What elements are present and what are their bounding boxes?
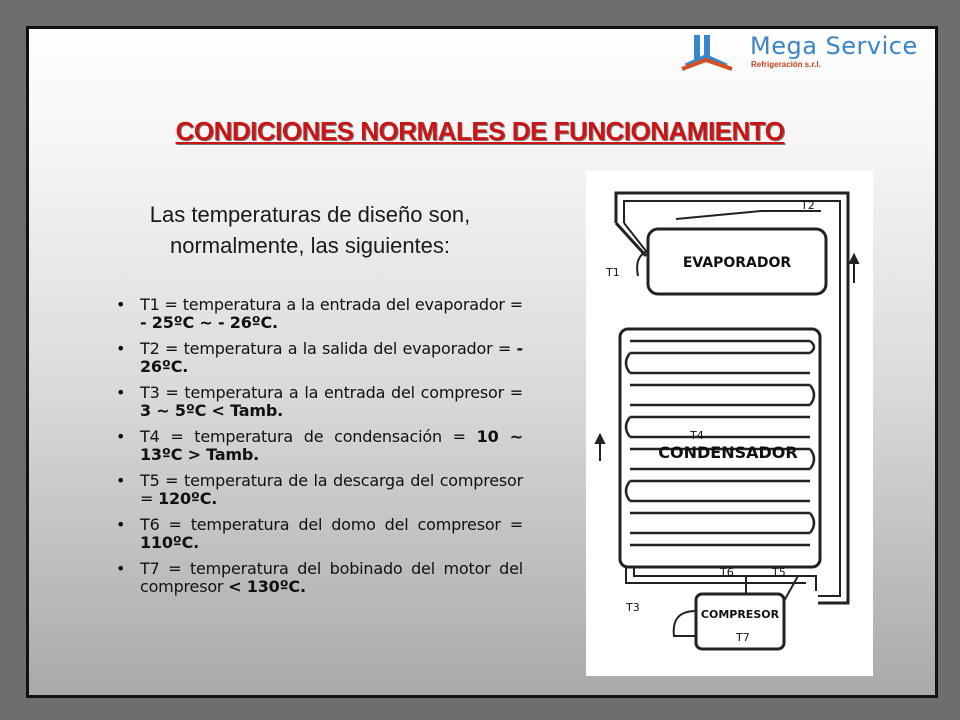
compressor-label: COMPRESOR (700, 608, 780, 621)
bullet-icon: • (116, 339, 126, 358)
t5-label: T5 (772, 566, 786, 579)
refrigeration-diagram (586, 171, 873, 676)
bullet-icon: • (116, 295, 126, 314)
intro-text: Las temperaturas de diseño son, normalmente, las siguientes: (149, 202, 471, 258)
t7-label: T7 (736, 631, 750, 644)
list-item: • T1 = temperatura a la entrada del evaporador = - 25ºC ~ - 26ºC. (116, 295, 523, 332)
bullet-icon: • (116, 427, 126, 446)
bullet-icon: • (116, 559, 126, 578)
condenser-label: CONDENSADOR (658, 443, 798, 462)
t3-label: T3 (626, 601, 640, 614)
t6-label: T6 (720, 566, 734, 579)
t2-label: T2 (801, 199, 815, 212)
bullet-icon: • (116, 515, 126, 534)
list-item: • T3 = temperatura a la entrada del compresor = 3 ~ 5ºC < Tamb. (116, 383, 523, 420)
logo-subtitle: Refrigeración s.r.l. (751, 60, 821, 69)
bullet-icon: • (116, 383, 126, 402)
list-item: • T5 = temperatura de la descarga del compresor = 120ºC. (116, 471, 523, 508)
list-item: • T7 = temperatura del bobinado del motor del compresor < 130ºC. (116, 559, 523, 596)
logo-name: Mega Service (750, 32, 918, 60)
t4-label: T4 (690, 429, 704, 442)
list-item: • T6 = temperatura del domo del compresor = 110ºC. (116, 515, 523, 552)
logo-icon (680, 32, 742, 74)
list-item: • T2 = temperatura a la salida del evaporador = - 26ºC. (116, 339, 523, 376)
list-item: • T4 = temperatura de condensación = 10 ~ 13ºC > Tamb. (116, 427, 523, 464)
refrigeration-schematic (586, 171, 873, 676)
temperature-list (113, 296, 523, 604)
bullet-icon: • (116, 471, 126, 490)
t1-label: T1 (606, 266, 620, 279)
evaporator-label: EVAPORADOR (682, 255, 792, 271)
company-logo (680, 32, 930, 77)
page-title: CONDICIONES NORMALES DE FUNCIONAMIENTO (175, 116, 785, 146)
